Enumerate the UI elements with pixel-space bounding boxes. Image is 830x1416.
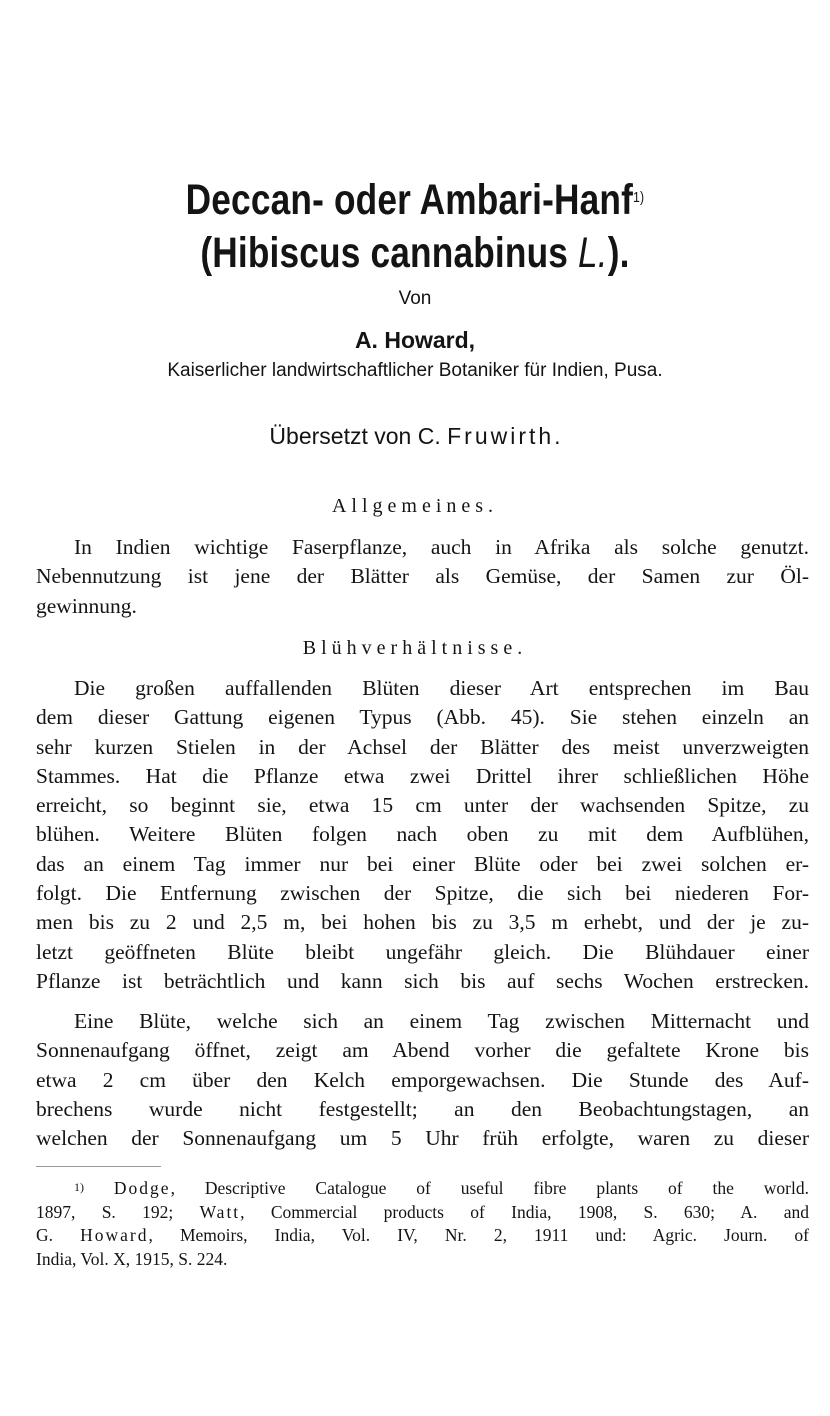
text-line: gewinnung.	[36, 593, 137, 618]
article-title-line2	[75, 228, 756, 278]
text-line: sehr kurzen Stielen in der Achsel der Blätter des meist unverzweigten	[36, 734, 809, 759]
text-line: folgt. Die Entfernung zwischen der Spitze, die sich bei niederen For-	[36, 881, 809, 906]
paragraph-bluehverhaeltnisse-1	[36, 674, 809, 996]
footnote-divider	[36, 1166, 161, 1167]
footnote	[36, 1177, 809, 1271]
text-line: etwa 2 cm über den Kelch emporgewachsen. Die Stunde des Auf-	[36, 1067, 809, 1092]
translated-by-text: Übersetzt von C.	[269, 423, 448, 449]
footnote-text: , Descriptive Catalogue of useful fibre plants of the world.	[170, 1178, 809, 1198]
text-line: blühen. Weitere Blüten folgen nach oben zu mit dem Aufblühen,	[36, 822, 809, 847]
translator-line	[0, 422, 830, 450]
footnote-text: , Memoirs, India, Vol. IV, Nr. 2, 1911 und: Agric. Journ. of	[148, 1225, 809, 1245]
footnote-line: India, Vol. X, 1915, S. 224.	[36, 1248, 228, 1269]
text-line: erreicht, so beginnt sie, etwa 15 cm unter der wachsenden Spitze, zu	[36, 793, 809, 818]
footnote-author: Watt	[199, 1201, 241, 1222]
section-heading-bluehverhaeltnisse: Blühverhältnisse.	[302, 637, 528, 659]
footnote-author: Dodge	[113, 1178, 171, 1198]
title-species-text: (Hibiscus cannabinus	[200, 229, 579, 277]
footnote-line	[36, 1224, 809, 1248]
footnote-text: G.	[36, 1225, 81, 1245]
translator-period: .	[554, 423, 561, 449]
footnote-author: Howard	[80, 1225, 149, 1245]
text-line: Eine Blüte, welche sich an einem Tag zwischen Mitternacht und	[74, 1009, 809, 1033]
footnote-line	[36, 1201, 809, 1225]
title-text: Deccan- oder Ambari-Hanf	[185, 176, 634, 224]
article-title-line1	[75, 175, 756, 225]
title-closing: ).	[607, 229, 630, 277]
text-line: In Indien wichtige Faserpflanze, auch in Afrika als solche genutzt.	[74, 535, 809, 559]
author-name: A. Howard,	[354, 327, 476, 353]
title-author-abbrev: L.	[578, 229, 608, 277]
text-line: Sonnenaufgang öffnet, zeigt am Abend vorher die gefaltete Krone bis	[36, 1038, 809, 1063]
text-line: Die großen auffallenden Blüten dieser Art entsprechen im Bau	[74, 676, 809, 700]
paragraph-allgemeines	[36, 533, 809, 621]
text-line: Pflanze ist beträchtlich und kann sich bis auf sechs Wochen erstrecken.	[36, 968, 809, 993]
footnote-text: , Commercial products of India, 1908, S. 630; A. and	[240, 1201, 809, 1222]
footnote-text: 1897, S. 192;	[36, 1201, 200, 1222]
text-line: das an einem Tag immer nur bei einer Blüte oder bei zwei solchen er-	[36, 851, 809, 876]
translator-name: Fruwirth	[447, 423, 555, 449]
text-line: Nebennutzung ist jene der Blätter als Gemüse, der Samen zur Öl-	[36, 564, 809, 589]
section-heading-allgemeines: Allgemeines.	[331, 495, 499, 517]
text-line: letzt geöffneten Blüte bleibt ungefähr gleich. Die Blühdauer einer	[36, 939, 809, 964]
author-affiliation: Kaiserlicher landwirtschaftlicher Botaniker für Indien, Pusa.	[167, 360, 663, 381]
text-line: dem dieser Gattung eigenen Typus (Abb. 45). Sie stehen einzeln an	[36, 705, 809, 730]
text-line: men bis zu 2 und 2,5 m, bei hohen bis zu 3,5 m erhebt, und der je zu-	[36, 910, 809, 935]
footnote-reference-mark: 1)	[633, 189, 645, 206]
text-line: brechens wurde nicht festgestellt; an den Beobachtungstagen, an	[36, 1096, 809, 1121]
paragraph-bluehverhaeltnisse-2	[36, 1007, 809, 1153]
text-line: welchen der Sonnenaufgang um 5 Uhr früh erfolgte, waren zu dieser	[36, 1126, 809, 1151]
text-line: Stammes. Hat die Pflanze etwa zwei Drittel ihrer schließlichen Höhe	[36, 763, 809, 788]
byline-von: Von	[398, 288, 432, 309]
footnote-line	[36, 1177, 809, 1201]
footnote-mark: 1)	[74, 1180, 84, 1194]
